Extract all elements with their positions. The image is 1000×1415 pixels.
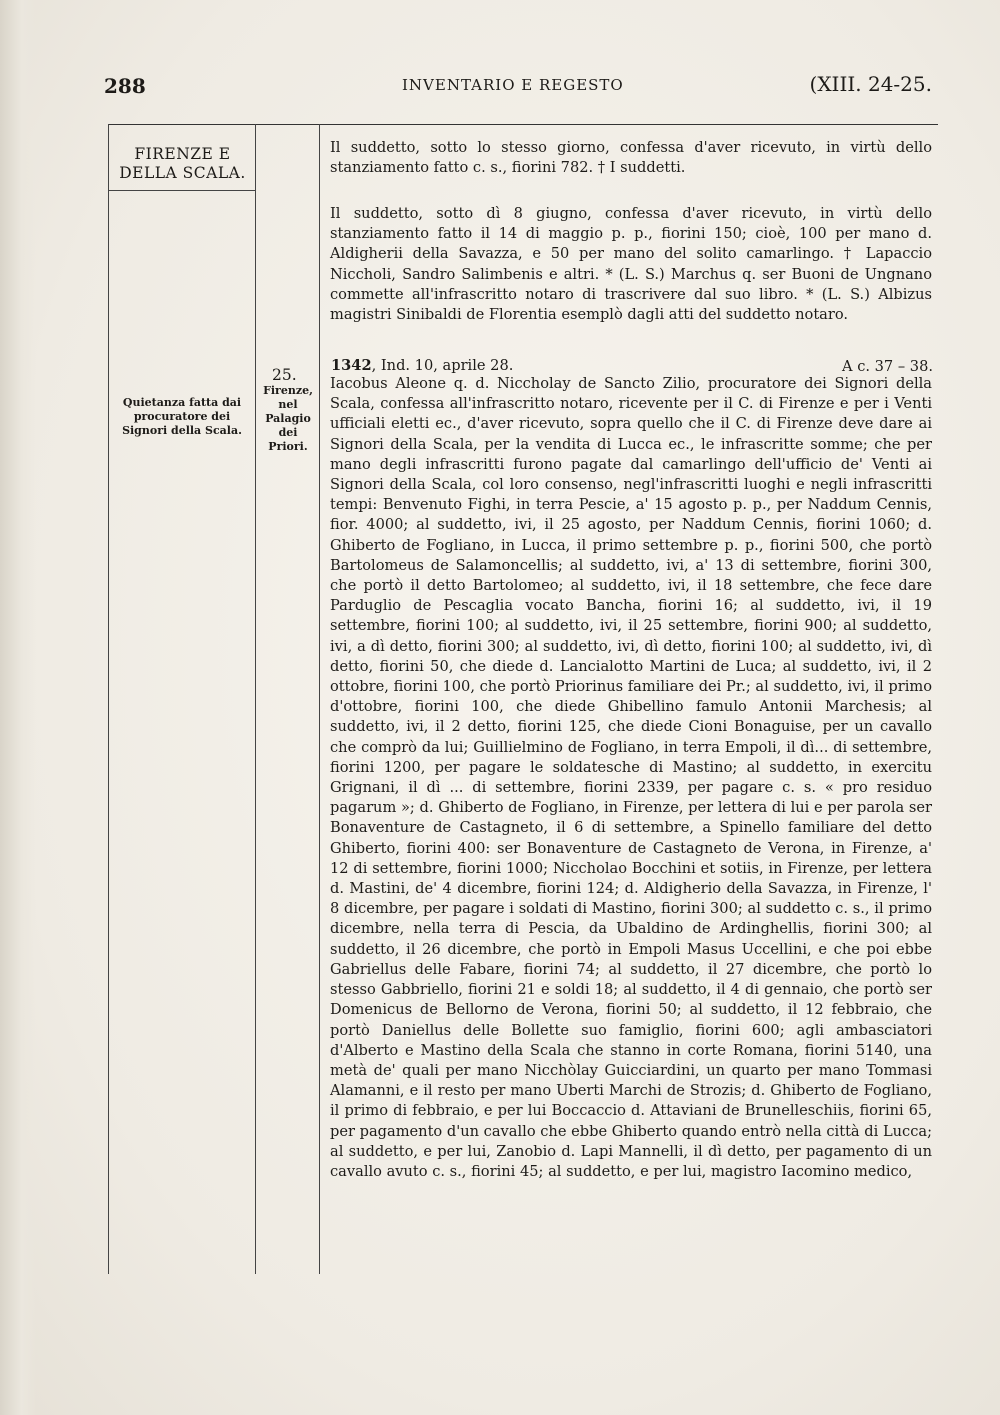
margin-heading [110,145,255,183]
column-rule-middle [255,124,256,1274]
paragraph-a [330,138,932,178]
entry-number: 25. [272,366,297,384]
paragraph-a-text: Il suddetto, sotto lo stesso giorno, confessa d'aver ricevuto, in virtù dello stanziamento fatto c. s., fiorini 782. † I suddetti. [330,139,932,177]
archive-reference: A c. 37 – 38. [842,358,933,375]
page-number: 288 [104,74,146,98]
running-title: INVENTARIO E REGESTO [402,76,624,94]
table-top-rule [108,124,938,125]
column-rule-left [108,124,109,1274]
margin-heading-line1: FIRENZE E [134,145,231,163]
entry-year: 1342 [331,357,372,374]
page-fold-shadow [0,0,36,1415]
paragraph-b [330,204,932,325]
section-reference: (XIII. 24-25. [809,72,932,96]
entry-place: Firenze, nel Palagio dei Priori. [263,384,313,453]
entry-summary: Quietanza fatta dai procuratore dei Signori della Scala. [122,396,242,437]
entry-heading [331,357,933,374]
heading-underline-rule [108,190,255,191]
margin-heading-line2: DELLA SCALA. [119,164,246,182]
entry-indiction-date: , Ind. 10, aprile 28. [371,357,514,374]
paragraph-c [330,374,932,1182]
paragraph-b-text: Il suddetto, sotto dì 8 giugno, confessa d'aver ricevuto, in virtù dello stanziamento fatto il 14 di maggio p. p., fiorini 150; cioè, 100 per mano d. Aldigherii della Savazza, e 50 per mano del solito camarlingo. † Lapaccio Niccholi, Sandro Salimbenis e altri. * (L. S.) Marchus q. ser Buoni de Ungnano commette all'infrascritto notaro di trascrivere dal suo libro. * (L. S.) Albizus magistri Sinibaldi de Florentia esemplò dagli atti del suddetto notaro. [330,205,932,324]
page-header [104,72,932,106]
paragraph-c-text: Iacobus Aleone q. d. Niccholay de Sancto Zilio, procuratore dei Signori della Scala, confessa all'infrascritto notaro, ricevente per il C. di Firenze e per i Venti ufficiali eletti ec., d'aver ricevuto, sopra quello che il C. di Firenze deve dare ai Signori della Scala, per la vendita di Lucca ec., le infrascritte somme; che per mano degli infrascritti furono pagate dal camarlingo dell'ufficio de' Venti ai Signori della Scala, col loro consenso, negl'infrascritti luoghi e negli infrascritti tempi: Benvenuto Fighi, in terra Pescie, a' 15 agosto p. p., per Naddum Cennis, fior. 4000; al suddetto, ivi, il 25 agosto, per Naddum Cennis, fiorini 1060; d. Ghiberto de Fogliano, in Lucca, il primo settembre p. p., fiorini 500, che portò Bartolomeus de Salamoncellis; al suddetto, ivi, a' 13 di settembre, fiorini 300, che portò il detto Bartolomeo; al suddetto, ivi, il 18 settembre, che fece dare Parduglio de Pescaglia vocato Bancha, fiorini 16; al suddetto, ivi, il 19 settembre, fiorini 100; al suddetto, ivi, il 25 settembre, fiorini 900; al suddetto, ivi, a dì detto, fiorini 300; al suddetto, ivi, dì detto, fiorini 100; al suddetto, ivi, dì detto, fiorini 50, che diede d. Lancialotto Martini de Luca; al suddetto, ivi, il 2 ottobre, fiorini 100, che portò Priorinus familiare dei Pr.; al suddetto, ivi, il primo d'ottobre, fiorini 100, che diede Ghibellino famulo Antonii Marchesis; al suddetto, ivi, il 2 detto, fiorini 125, che diede Cioni Bonaguise, per un cavallo che comprò da lui; Guillielmino de Fogliano, in terra Empoli, il dì... di settembre, fiorini 1200, per pagare le soldatesche di Mastino; al suddetto, in exercitu Grignani, il dì ... di settembre, fiorini 2339, per pagare c. s. « pro residuo pagarum »; d. Ghiberto de Fogliano, in Firenze, per lettera di lui e per parola ser Bonaventure de Castagneto, il 6 di settembre, a Spinello familiare del detto Ghiberto, fiorini 400: ser Bonaventure de Castagneto de Verona, in Firenze, a' 12 di settembre, fiorini 1000; Niccholao Bocchini et sotiis, in Firenze, per lettera d. Mastini, de' 4 dicembre, fiorini 124; d. Aldigherio della Savazza, in Firenze, l' 8 dicembre, per pagare i soldati di Mastino, fiorini 300; al suddetto c. s., il primo dicembre, nella terra di Pescia, da Ubaldino de Ardinghellis, fiorini 300; al suddetto, il 26 dicembre, che portò in Empoli Masus Uccellini, e che poi ebbe Gabriellus delle Fabare, fiorini 74; al suddetto, il 27 dicembre, che portò lo stesso Gabbriello, fiorini 21 e soldi 18; al suddetto, il 4 di gennaio, che portò ser Domenicus de Bellorno de Verona, fiorini 50; al suddetto, il 12 febbraio, che portò Daniellus delle Bollette suo famiglio, fiorini 600; agli ambasciatori d'Alberto e Mastino della Scala che stanno in corte Romana, fiorini 5140, una metà de' quali per mano Nicchòlay Guicciardini, un quarto per mano Tommasi Alamanni, e il resto per mano Uberti Marchi de Strozis; d. Ghiberto de Fogliano, il primo di febbraio, e per lui Boccaccio d. Attaviani de Brunelleschiis, fiorini 65, per pagamento d'un cavallo che ebbe Ghiberto quando entrò nella città di Lucca; al suddetto, e per lui, Zanobio d. Lapi Mannelli, il dì detto, per pagamento di un cavallo avuto c. s., fiorini 45; al suddetto, e per lui, magistro Iacomino medico, [330,375,932,1180]
column-rule-right [319,124,320,1274]
